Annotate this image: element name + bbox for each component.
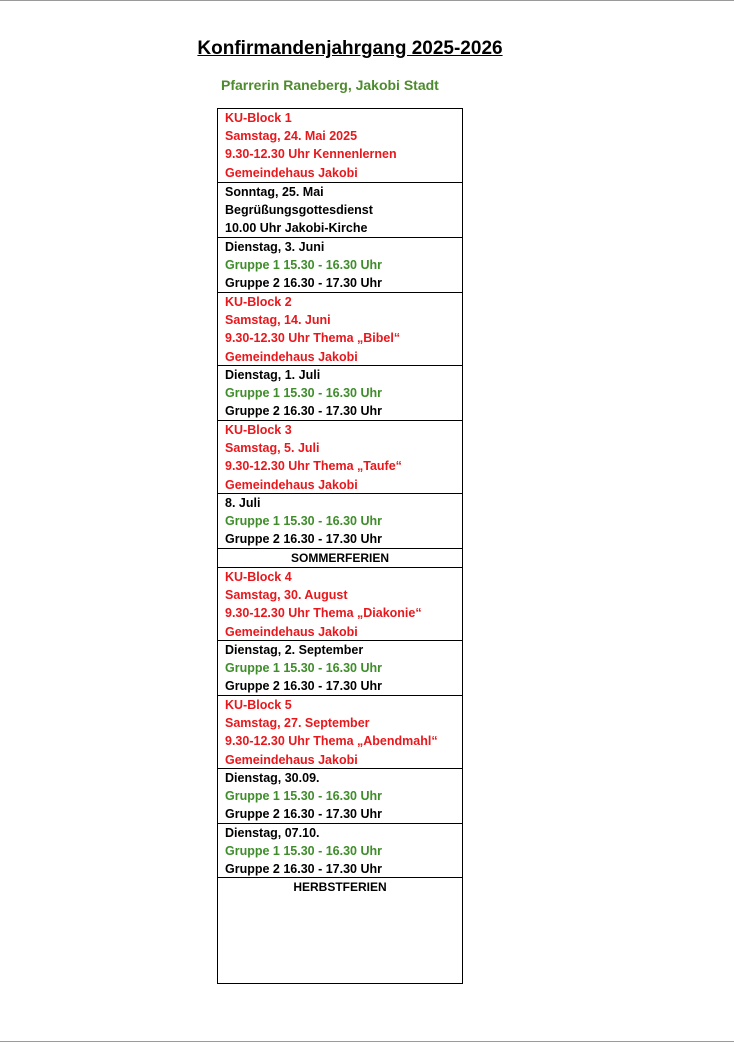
row-group-2: Gruppe 2 16.30 - 17.30 Uhr (225, 532, 383, 547)
row-group-1: Gruppe 1 15.30 - 16.30 Uhr (225, 789, 383, 804)
row-time-location: 10.00 Uhr Jakobi-Kirche (225, 221, 368, 236)
row-event: Begrüßungsgottesdienst (225, 203, 373, 218)
row-location: Gemeindehaus Jakobi (225, 349, 358, 364)
schedule-row-2-september (218, 641, 462, 696)
row-date: Samstag, 24. Mai 2025 (225, 129, 358, 144)
row-date: 8. Juli (225, 496, 261, 510)
row-group-2: Gruppe 2 16.30 - 17.30 Uhr (225, 862, 383, 877)
row-date: Dienstag, 2. September (225, 643, 364, 657)
row-time-topic: 9.30-12.30 Uhr Thema „Abendmahl“ (225, 734, 438, 749)
row-group-2: Gruppe 2 16.30 - 17.30 Uhr (225, 807, 383, 822)
schedule-row-1-juli (218, 366, 462, 421)
schedule-row-3-juni (218, 238, 462, 293)
row-group-2: Gruppe 2 16.30 - 17.30 Uhr (225, 404, 383, 419)
row-date: Sonntag, 25. Mai (225, 185, 324, 199)
row-group-2: Gruppe 2 16.30 - 17.30 Uhr (225, 276, 383, 291)
schedule-row-ku-block-2 (218, 293, 462, 366)
row-date: Samstag, 27. September (225, 716, 370, 731)
top-border (0, 0, 734, 1)
row-holiday-label: HERBSTFERIEN (293, 880, 387, 894)
row-heading: KU-Block 4 (225, 570, 292, 584)
schedule-row-ku-block-4 (218, 568, 462, 641)
row-group-1: Gruppe 1 15.30 - 16.30 Uhr (225, 661, 383, 676)
row-date: Samstag, 30. August (225, 588, 348, 603)
row-heading: KU-Block 2 (225, 295, 292, 309)
schedule-row-ku-block-1 (218, 109, 462, 183)
row-group-2: Gruppe 2 16.30 - 17.30 Uhr (225, 679, 383, 694)
row-group-1: Gruppe 1 15.30 - 16.30 Uhr (225, 514, 383, 529)
row-time-topic: 9.30-12.30 Uhr Thema „Diakonie“ (225, 606, 422, 621)
row-date: Dienstag, 1. Juli (225, 368, 321, 382)
row-time-topic: 9.30-12.30 Uhr Kennenlernen (225, 147, 397, 162)
schedule-row-sommerferien (218, 549, 462, 568)
schedule-row-30-09 (218, 769, 462, 824)
schedule-row-herbstferien (218, 878, 462, 896)
row-location: Gemeindehaus Jakobi (225, 477, 358, 492)
row-heading: KU-Block 3 (225, 423, 292, 437)
bottom-border (0, 1041, 734, 1042)
row-date: Dienstag, 30.09. (225, 771, 320, 785)
row-location: Gemeindehaus Jakobi (225, 165, 358, 180)
row-heading: KU-Block 1 (225, 111, 292, 125)
schedule-row-ku-block-5 (218, 696, 462, 769)
row-location: Gemeindehaus Jakobi (225, 624, 358, 639)
row-date: Dienstag, 3. Juni (225, 240, 325, 254)
row-date: Samstag, 5. Juli (225, 441, 320, 456)
row-group-1: Gruppe 1 15.30 - 16.30 Uhr (225, 386, 383, 401)
row-heading: KU-Block 5 (225, 698, 292, 712)
page-title: Konfirmandenjahrgang 2025-2026 (197, 38, 503, 59)
row-date: Dienstag, 07.10. (225, 826, 320, 840)
schedule-row-ku-block-3 (218, 421, 462, 494)
row-holiday-label: SOMMERFERIEN (290, 551, 389, 565)
row-time-topic: 9.30-12.30 Uhr Thema „Taufe“ (225, 459, 402, 474)
row-time-topic: 9.30-12.30 Uhr Thema „Bibel“ (225, 331, 401, 346)
schedule-table (217, 108, 463, 984)
page-subtitle: Pfarrerin Raneberg, Jakobi Stadt (221, 77, 439, 93)
row-location: Gemeindehaus Jakobi (225, 752, 358, 767)
row-date: Samstag, 14. Juni (225, 313, 331, 328)
row-group-1: Gruppe 1 15.30 - 16.30 Uhr (225, 844, 383, 859)
row-group-1: Gruppe 1 15.30 - 16.30 Uhr (225, 258, 383, 273)
schedule-row-8-juli (218, 494, 462, 549)
schedule-row-begruessungsgottesdienst (218, 183, 462, 238)
schedule-row-07-10 (218, 824, 462, 878)
